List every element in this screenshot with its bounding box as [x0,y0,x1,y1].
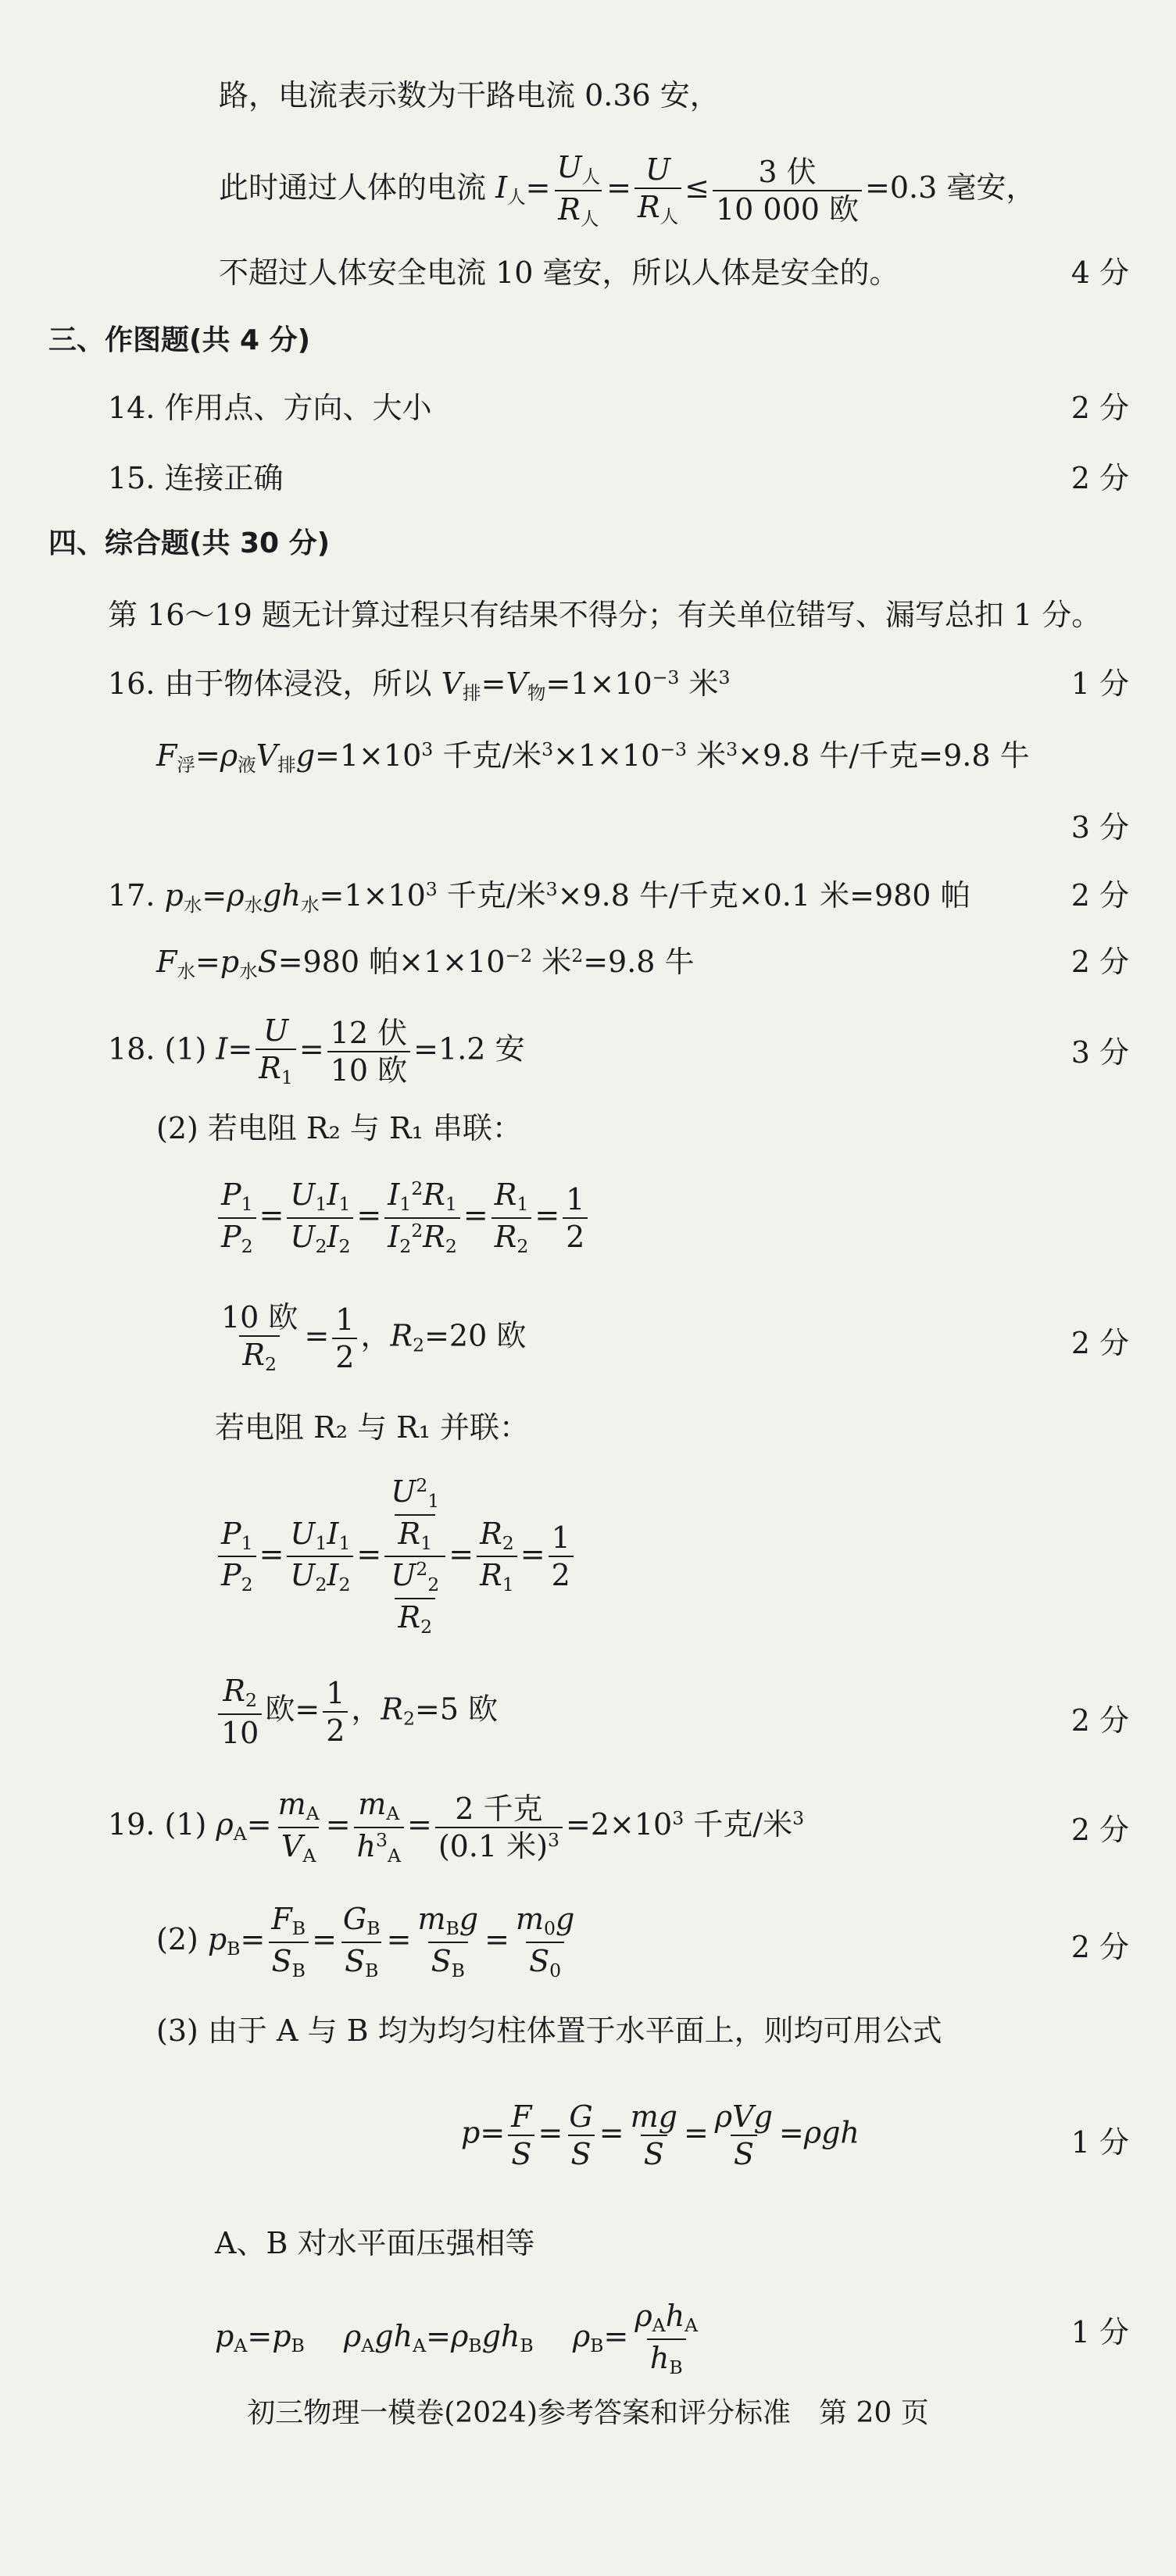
top-line-2-suffix: =0.3 毫安， [865,170,1036,205]
q16-line-2: $F_浮=\rho_液V_排g=1\times 10^3$ 千克/米$^3\times 1\times 10^{-3}$ 米$^3$×9.8 牛/千克=9.8 牛 [156,738,1030,777]
section-3-title: 三、作图题(共 4 分) [48,324,311,356]
top-line-2-den: 10 000 欧 [713,190,862,224]
top-line-2-prefix: 此时通过人体的电流 [219,170,496,205]
q17-score-1: 2 分 [1071,878,1129,913]
top-line-3: 不超过人体安全电流 10 毫安，所以人体是安全的。 [219,255,899,290]
q19-2-score: 2 分 [1071,1930,1129,1964]
q18-2-parallel: 若电阻 R₂ 与 R₁ 并联： [215,1410,530,1445]
q16-score-1: 1 分 [1071,666,1129,701]
q18-2-series-score: 2 分 [1071,1326,1129,1360]
q14: 14. 作用点、方向、大小 [108,391,432,425]
q17-line-2: $F_水=p_水S=980$ 帕$\times 1\times 10^{-2}$ 米$^2$=9.8 牛 [156,945,695,983]
q19-1: 19. (1) $\rho_A=$ $\frac{m_A}{V_A}$ = $\frac{m_A}{h^3_A}$ = 2 千克 (0.1 米)$^3$ $=2\times 10^3$ 千克/米$^3$ [108,1787,805,1867]
section-4-title: 四、综合题(共 30 分) [48,527,331,559]
q15-score: 2 分 [1071,461,1129,495]
q17-score-2: 2 分 [1071,945,1129,979]
q18-2-parallel-score: 2 分 [1071,1703,1129,1738]
top-line-2: 此时通过人体的电流 $I_人=$ $U_人$ $R_人$ = U $R_人$ ≤ 3 伏 10 000 欧 =0.3 毫安， [219,150,1036,230]
q19-1-score: 2 分 [1071,1813,1129,1847]
q19-3-result-score: 1 分 [1071,2315,1129,2349]
q19-3-result: $p_A=p_B$ $\rho_Agh_A=\rho_Bgh_B$ $\rho_B=$ $\rho_Ah_A$ $h_B$ [215,2299,699,2378]
q15: 15. 连接正确 [108,461,284,495]
q17-line-1: 17. $p_水=\rho_水gh_水=1\times 10^3$ 千克/米$^3$×9.8 牛/千克×0.1 米=980 帕 [108,878,970,916]
q19-3: (3) 由于 A 与 B 均为均匀柱体置于水平面上，则均可用公式 [156,2013,942,2048]
q19-3-equal: A、B 对水平面压强相等 [215,2226,535,2260]
section-4-note: 第 16～19 题无计算过程只有结果不得分；有关单位错写、漏写总扣 1 分。 [108,598,1102,632]
q18-1-score: 3 分 [1071,1035,1129,1070]
top-line-1: 路，电流表示数为干路电流 0.36 安， [219,78,720,113]
q18-1: 18. (1) I= $\frac{U}{R_1}$ = 12 伏 10 欧 =1.2 安 [108,1013,525,1089]
q18-2-series-ratio: $\frac{P_1}{P_2}$ = $\frac{U_1I_1}{U_2I_2}$ = $\frac{I_1^2R_1}{I_2^2R_2}$ = $\frac{R_1}{R_2}$ = $\frac{1}{2}$ [215,1180,591,1256]
q18-2-parallel-calc: $\frac{R_2}{10}$ 欧= $\frac{1}{2}$ ，$R_2=5$ 欧 [215,1676,498,1748]
top-score: 4 分 [1071,255,1129,290]
q16-line-1: 16. 由于物体浸没，所以 $V_排=V_物=1\times 10^{-3}$ 米$^3$ [108,666,731,705]
q18-2-series-calc: 10 欧 $R_2$ = $\frac{1}{2}$ ，$R_2=20$ 欧 [221,1300,527,1376]
page-footer: 初三物理一模卷(2024)参考答案和评分标准 第 20 页 [247,2397,929,2429]
q18-2-parallel-ratio: $\frac{P_1}{P_2}$ = $\frac{U_1I_1}{U_2I_2}$ = $\frac{\frac{U^2_1}{R_1}}{\frac{U^2_2}{R_2}}$ = $\frac{R_2}{R_1}$ = $\frac{1}{2}$ [215,1477,577,1637]
q19-3-score: 1 分 [1071,2125,1129,2160]
q18-2-series: (2) 若电阻 R₂ 与 R₁ 串联： [156,1111,522,1145]
q16-score-2: 3 分 [1071,810,1129,845]
top-line-2-num: 3 伏 [758,154,817,189]
q19-3-formula: p= $\frac{F}{S}$ = $\frac{G}{S}$ = $\frac{mg}{S}$ = ρVg S =ρgh [461,2099,860,2171]
q14-score: 2 分 [1071,391,1129,425]
q19-2: (2) $p_B=$ $\frac{F_B}{S_B}$ = $\frac{G_B}{S_B}$ = $m_Bg$ $S_B$ = $\frac{m_0g}{S_0}$ [156,1902,575,1981]
